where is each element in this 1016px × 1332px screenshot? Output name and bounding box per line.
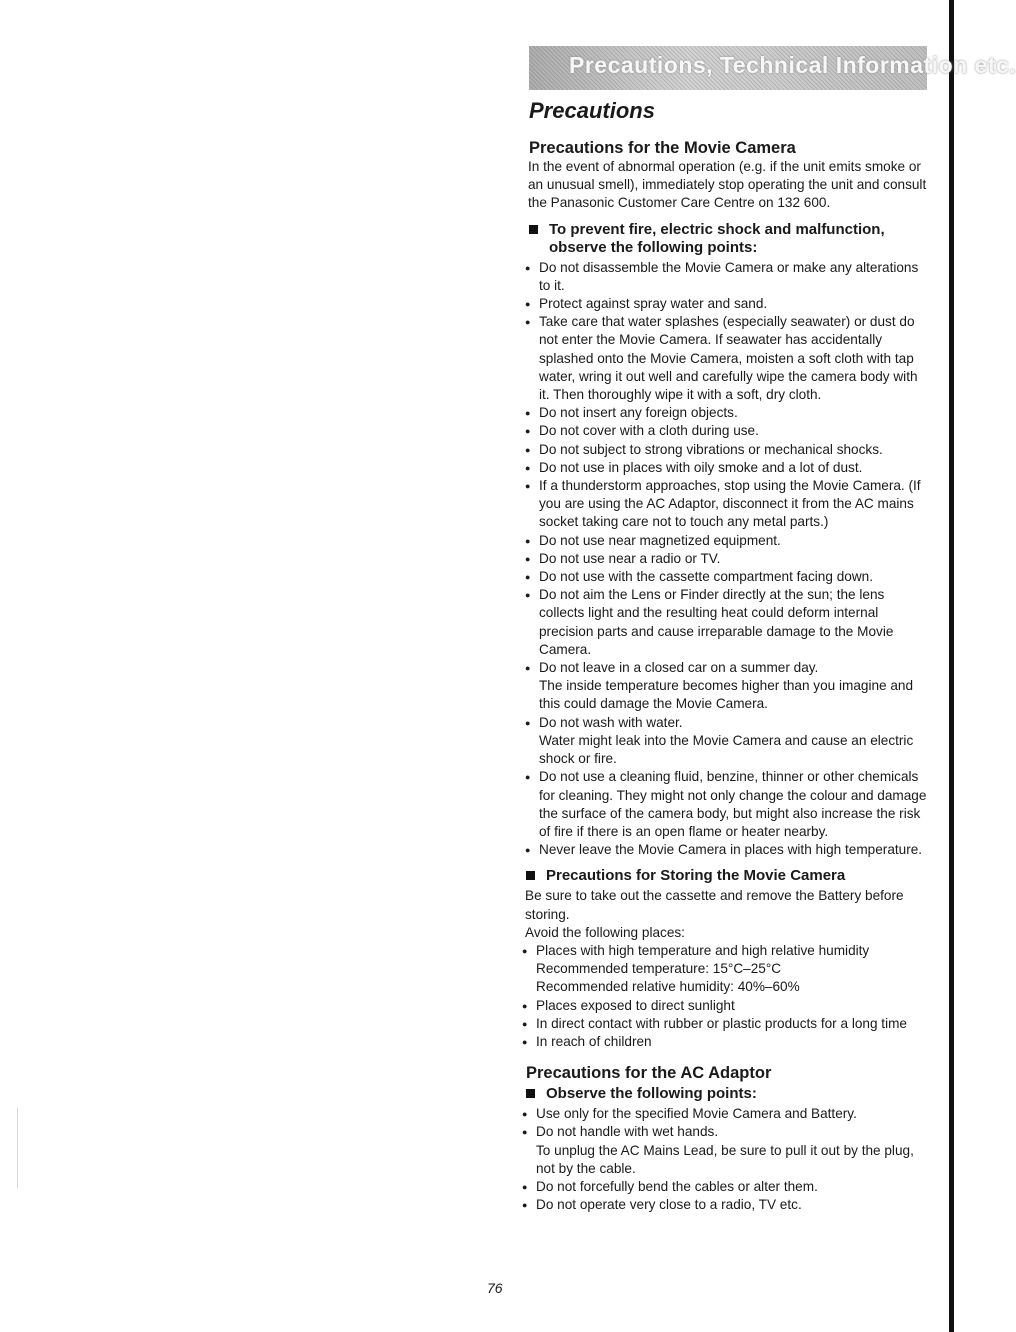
list-item: ● Do not leave in a closed car on a summer day. The inside temperature becomes higher than you imagine and this could damage the Movie Camera.	[525, 659, 927, 714]
prevent-heading	[527, 221, 927, 257]
list-item: ● Never leave the Movie Camera in places with high temperature.	[525, 841, 927, 859]
list-item: ● Protect against spray water and sand.	[525, 295, 927, 313]
list-item: ● Do not use a cleaning fluid, benzine, thinner or other chemicals for cleaning. They might not only change the colour and damage the surface of the camera body, but might also increase the risk of fire if there is an open flame or heater nearby.	[525, 768, 927, 841]
list-item: ● Use only for the specified Movie Camera and Battery.	[522, 1105, 927, 1123]
adaptor-list	[516, 1105, 927, 1214]
list-item: ● Do not use with the cassette compartment facing down.	[525, 568, 927, 586]
banner-text: Precautions, Technical Information etc.	[569, 52, 1016, 78]
storing-list	[516, 942, 927, 1051]
list-item: ● Do not cover with a cloth during use.	[525, 422, 927, 440]
square-bullet-icon	[526, 871, 535, 880]
list-item: ● Do not use near a radio or TV.	[525, 550, 927, 568]
list-item: ● Do not disassemble the Movie Camera or make any alterations to it.	[525, 259, 927, 295]
recommended-temperature: Recommended temperature: 15°C–25°C	[536, 961, 782, 977]
list-item: ● Places exposed to direct sunlight	[522, 997, 927, 1015]
list-item: ● In direct contact with rubber or plastic products for a long time	[522, 1015, 927, 1033]
list-item: ● Do not use in places with oily smoke and a lot of dust.	[525, 459, 927, 477]
list-item-note: To unplug the AC Mains Lead, be sure to pull it out by the plug, not by the cable.	[536, 1142, 914, 1176]
list-item-note: The inside temperature becomes higher than you imagine and this could damage the Movie Camera.	[539, 678, 914, 712]
adaptor-heading: Precautions for the AC Adaptor	[526, 1064, 772, 1083]
movie-camera-intro: In the event of abnormal operation (e.g. if the unit emits smoke or an unusual smell), immediately stop operating the unit and consult the Panasonic Customer Care Centre on 132 600.	[528, 159, 927, 211]
list-item: ● Do not forcefully bend the cables or alter them.	[522, 1178, 927, 1196]
margin-mark	[17, 1108, 18, 1188]
list-item: ● If a thunderstorm approaches, stop using the Movie Camera. (If you are using the AC Adaptor, disconnect it from the AC mains socket taking care not to touch any metal parts.)	[525, 477, 927, 532]
square-bullet-icon	[526, 1089, 535, 1098]
content-column	[519, 46, 1016, 1214]
list-item-note: Water might leak into the Movie Camera and cause an electric shock or fire.	[539, 732, 914, 767]
list-item: ● Do not use near magnetized equipment.	[525, 532, 927, 550]
list-item: ● Do not subject to strong vibrations or mechanical shocks.	[525, 441, 927, 459]
page-number: 76	[487, 1280, 503, 1296]
storing-avoid: Avoid the following places:	[525, 924, 685, 940]
observe-heading-text: Observe the following points:	[546, 1085, 757, 1103]
storing-heading	[524, 867, 927, 885]
list-item: ● In reach of children	[522, 1033, 927, 1051]
prevent-heading-text: To prevent fire, electric shock and malfunction, observe the following points:	[549, 220, 885, 256]
list-item: ● Do not operate very close to a radio, TV etc.	[522, 1196, 927, 1214]
section-banner	[529, 46, 1016, 90]
list-item: ● Places with high temperature and high relative humidity Recommended temperature: 15°C–25°C Recommended relative humidity: 40%–60%	[522, 942, 927, 997]
list-item: ● Take care that water splashes (especially seawater) or dust do not enter the Movie Camera. If seawater has accidentally splashed onto the Movie Camera, moisten a soft cloth with tap water, wring it out well and carefully wipe the camera body with it. Then thoroughly wipe it with a soft, dry cloth.	[525, 313, 927, 404]
page-title: Precautions	[529, 98, 655, 123]
recommended-humidity: Recommended relative humidity: 40%–60%	[536, 979, 800, 995]
list-item: ● Do not insert any foreign objects.	[525, 404, 927, 422]
list-item: ● Do not aim the Lens or Finder directly at the sun; the lens collects light and the resulting heat could deform internal precision parts and cause irreparable damage to the Movie Camera.	[525, 586, 927, 659]
storing-section	[516, 867, 927, 1214]
storing-intro: Be sure to take out the cassette and remove the Battery before storing.	[525, 888, 904, 922]
observe-heading	[524, 1085, 927, 1103]
list-item: ● Do not wash with water. Water might leak into the Movie Camera and cause an electric shock or fire.	[525, 714, 927, 769]
page-edge-rule	[949, 0, 954, 1332]
movie-camera-list	[519, 259, 927, 860]
list-item: ● Do not handle with wet hands. To unplug the AC Mains Lead, be sure to pull it out by the plug, not by the cable.	[522, 1123, 927, 1178]
storing-heading-text: Precautions for Storing the Movie Camera	[546, 867, 846, 885]
square-bullet-icon	[529, 225, 538, 234]
movie-camera-heading: Precautions for the Movie Camera	[529, 139, 796, 157]
